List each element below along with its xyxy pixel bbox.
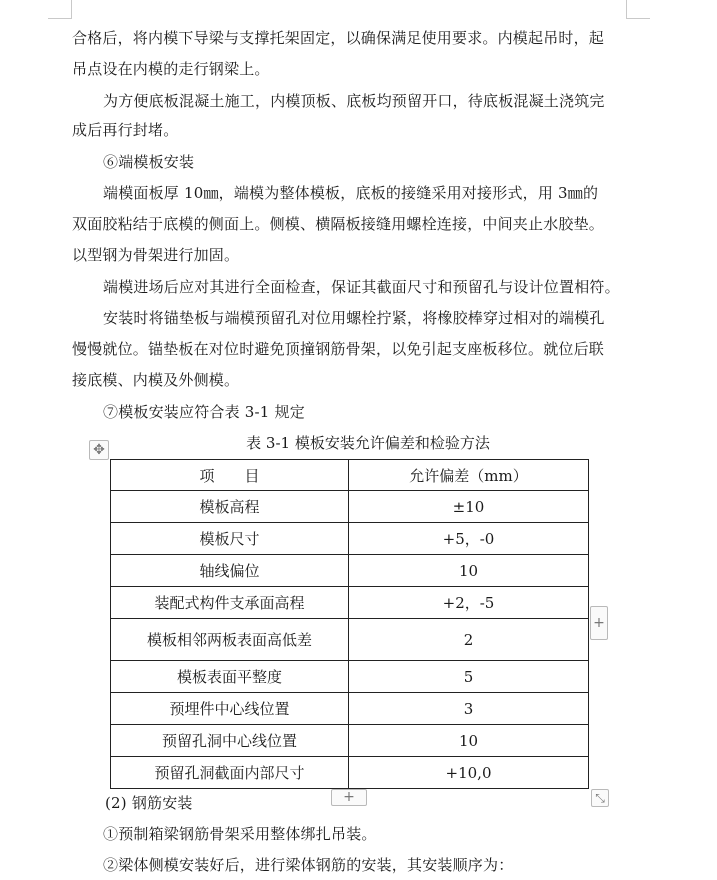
table-cell: 10 <box>349 725 589 757</box>
table-row <box>111 587 589 619</box>
table-cell: 模板高程 <box>111 491 349 523</box>
paragraph-line: 接底模、内模及外侧模。 <box>72 371 240 389</box>
section-heading: ⑦模板安装应符合表 3-1 规定 <box>103 403 305 421</box>
table-cell: +5，-0 <box>349 523 589 555</box>
table-cell: 模板表面平整度 <box>111 661 349 693</box>
table-cell: 模板尺寸 <box>111 523 349 555</box>
table-row <box>111 523 589 555</box>
paragraph-line: 端模进场后应对其进行全面检查，保证其截面尺寸和预留孔与设计位置相符。 <box>103 278 620 296</box>
table-row <box>111 619 589 661</box>
table-row <box>111 491 589 523</box>
table-row <box>111 757 589 789</box>
paragraph-line: 为方便底板混凝土施工，内模顶板、底板均预留开口，待底板混凝土浇筑完 <box>103 92 605 110</box>
paragraph-line: 双面胶粘结于底模的侧面上。侧模、横隔板接缝用螺栓连接，中间夹止水胶垫。 <box>72 215 605 233</box>
paragraph-line: 慢慢就位。锚垫板在对位时避免顶撞钢筋骨架，以免引起支座板移位。就位后联 <box>72 340 605 358</box>
paragraph-line: 安装时将锚垫板与端模预留孔对位用螺栓拧紧，将橡胶棒穿过相对的端模孔 <box>103 309 605 327</box>
paragraph-line: 合格后，将内模下导梁与支撑托架固定，以确保满足使用要求。内模起吊时，起 <box>72 29 605 47</box>
paragraph-line: 成后再行封堵。 <box>72 121 179 139</box>
tolerance-table <box>110 459 589 789</box>
table-header-cell: 允许偏差（mm） <box>349 460 589 491</box>
table-resize-handle-icon[interactable]: ⤡ <box>591 789 609 807</box>
table-cell: 5 <box>349 661 589 693</box>
table-cell: 10 <box>349 555 589 587</box>
table-cell: 轴线偏位 <box>111 555 349 587</box>
paragraph-line: 端模面板厚 10㎜，端模为整体模板，底板的接缝采用对接形式，用 3㎜的 <box>103 184 599 202</box>
table-cell: 3 <box>349 693 589 725</box>
table-cell: 预埋件中心线位置 <box>111 693 349 725</box>
crop-mark-right <box>626 0 627 18</box>
section-heading: (2) 钢筋安装 <box>105 794 193 812</box>
table-caption: 表 3-1 模板安装允许偏差和检验方法 <box>246 434 490 452</box>
table-cell: 装配式构件支承面高程 <box>111 587 349 619</box>
add-row-button[interactable]: + <box>331 789 367 806</box>
table-row <box>111 725 589 757</box>
paragraph-line: ②梁体侧模安装好后，进行梁体钢筋的安装，其安装顺序为： <box>103 856 514 874</box>
crop-mark-left <box>71 0 72 18</box>
table-cell: 模板相邻两板表面高低差 <box>111 619 349 661</box>
table-cell: 预留孔洞截面内部尺寸 <box>111 757 349 789</box>
table-row <box>111 693 589 725</box>
paragraph-line: 以型钢为骨架进行加固。 <box>72 246 240 264</box>
table-cell: ±10 <box>349 491 589 523</box>
table-move-handle-icon[interactable]: ✥ <box>89 440 109 460</box>
table-cell: 2 <box>349 619 589 661</box>
crop-mark-left-h <box>48 18 72 19</box>
table-cell: 预留孔洞中心线位置 <box>111 725 349 757</box>
table-header-row <box>111 460 589 491</box>
table-cell: +10,0 <box>349 757 589 789</box>
paragraph-line: 吊点设在内模的走行钢梁上。 <box>72 60 270 78</box>
section-heading: ⑥端模板安装 <box>103 153 195 171</box>
table-header-cell: 项 目 <box>111 460 349 491</box>
table-row <box>111 661 589 693</box>
table-row <box>111 555 589 587</box>
paragraph-line: ①预制箱梁钢筋骨架采用整体绑扎吊装。 <box>103 825 377 843</box>
add-column-button[interactable]: + <box>590 606 608 640</box>
crop-mark-right-h <box>626 18 650 19</box>
table-cell: +2，-5 <box>349 587 589 619</box>
